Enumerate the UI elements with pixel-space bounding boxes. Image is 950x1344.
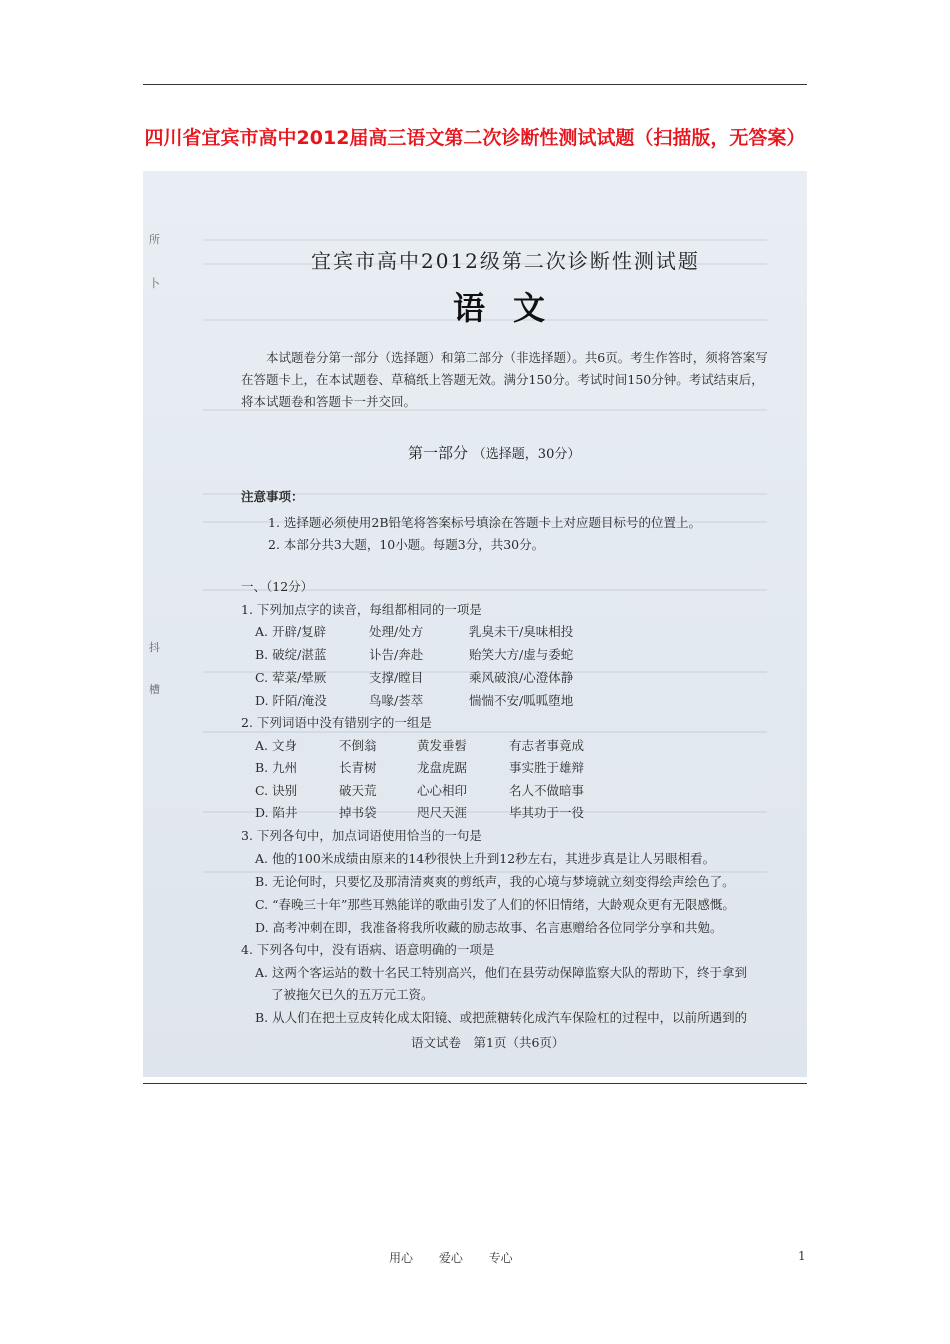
notice-heading: 注意事项：	[241, 489, 304, 504]
q3-option-b: B. 无论何时，只要忆及那清清爽爽的剪纸声，我的心境与梦境就立刻变得绘声绘色了。	[255, 874, 735, 889]
q3-option-c: C. “春晚三十年”那些耳熟能详的歌曲引发了人们的怀旧情绪，大龄观众更有无限感慨。	[255, 897, 735, 912]
q1-option-a-col1: A. 开辟/复辟	[255, 624, 327, 639]
q2-option-a-col3: 黄发垂髫	[417, 738, 468, 753]
q2-option-c-col2: 破天荒	[339, 783, 377, 798]
q3-option-d: D. 高考冲刺在即，我准备将我所收藏的励志故事、名言惠赠给各位同学分享和共勉。	[255, 920, 723, 935]
q2-option-a-col2: 不倒翁	[339, 738, 377, 753]
q2-option-b-col1: B. 九州	[255, 760, 298, 775]
q1-option-a-col2: 处理/处方	[369, 624, 424, 639]
notice-item-1: 1. 选择题必须使用2B铅笔将答案标号填涂在答题卡上对应题目标号的位置上。	[268, 515, 702, 530]
q1-option-d-col3: 惴惴不安/呱呱堕地	[469, 693, 574, 708]
q4-option-a-line2: 了被拖欠已久的五万元工资。	[271, 987, 434, 1002]
document-title: 四川省宜宾市高中2012届高三语文第二次诊断性测试试题（扫描版，无答案）	[144, 127, 806, 149]
q2-option-a-col4: 有志者事竟成	[509, 738, 585, 753]
q2-option-d-col3: 咫尺天涯	[417, 805, 468, 820]
q2-option-c-col3: 心心相印	[417, 783, 468, 798]
q1-option-d-col1: D. 阡陌/淹没	[255, 693, 327, 708]
top-rule	[143, 84, 807, 85]
question-3-stem: 3. 下列各句中，加点词语使用恰当的一句是	[241, 828, 482, 843]
part-one-title: 第一部分	[408, 444, 469, 462]
scanned-page: 所 卜 抖 槽 宜宾市高中2012级第二次诊断性测试题 语文 本试题卷分第一部分（选择题）和第二部分（非选择题）。共6页。考生作答时，须将答案写在答题卡上，在本试题卷、草稿纸上答题无效。满分150分。考试时间150分钟。考试结束后，将本试题卷和答题卡一并交回。 第一部分 （选择题，30分） 注意事项： 1. 选择题必须使用2B铅笔将答案标号填涂在答题卡上对应题目标号的位置上。 2. 本部分共3大题，10小题。每题3分，共30分。 一、（12分） 1. 下列加点字的读音，每组都相同的一项是 A. 开辟/复辟 处理/处方 乳臭未干/臭味相投 B. 破绽/湛蓝 讣告/奔赴 贻笑大方/虚与委蛇 C. 荤菜/晕厥 支撑/瞠目 乘风破浪/心澄体静 D. 阡陌/淹没 鸟喙/荟萃 惴惴不安/呱呱堕地 2. 下列词语中没有错别字的一组是 A. 文身 不倒翁 黄发垂髫 有志者事竟成 B. 九州 长青树 龙盘虎踞 事实胜于雄辩 C. 诀别 破天荒 心心相印 名人不做暗事 D. 陷井 掉书袋 咫尺天涯 毕其功于一役 3. 下列各句中，加点词语使用恰当的一句是 A. 他的100米成绩由原来的14秒很快上升到12秒左右，其进步真是让人另眼相看。 B. 无论何时，只要忆及那清清爽爽的剪纸声，我的心境与梦境就立刻变得绘声绘色了。 C. “春晚三十年”那些耳熟能详的歌曲引发了人们的怀旧情绪，大龄观众更有无限感慨。 D. 高考冲刺在即，我准备将我所收藏的励志故事、名言惠赠给各位同学分享和共勉。 4. 下列各句中，没有语病、语意明确的一项是 A. 这两个客运站的数十名民工特别高兴，他们在县劳动保障监察大队的帮助下，终于拿到 了被拖欠已久的五万元工资。 B. 从人们在把土豆皮转化成太阳镜、或把蔗糖转化成汽车保险杠的过程中，以前所遇到的 语文试卷 第1页（共6页）	[143, 171, 807, 1077]
q3-option-a: A. 他的100米成绩由原来的14秒很快上升到12秒左右，其进步真是让人另眼相看。	[255, 851, 716, 866]
bottom-rule	[143, 1083, 807, 1084]
question-2-stem: 2. 下列词语中没有错别字的一组是	[241, 715, 432, 730]
scan-page-footer: 语文试卷 第1页（共6页）	[411, 1035, 565, 1050]
section-one-heading: 一、（12分）	[241, 579, 314, 594]
q1-option-b-col3: 贻笑大方/虚与委蛇	[469, 647, 574, 662]
footer-motto: 用心 爱心 专心	[389, 1251, 513, 1265]
part-one-heading	[408, 442, 580, 463]
notice-item-2: 2. 本部分共3大题，10小题。每题3分，共30分。	[268, 537, 545, 552]
q1-option-c-col3: 乘风破浪/心澄体静	[469, 670, 574, 685]
q2-option-c-col4: 名人不做暗事	[509, 783, 585, 798]
q2-option-b-col2: 长青树	[339, 760, 377, 775]
footer-page-number: 1	[798, 1249, 806, 1263]
question-4-stem: 4. 下列各句中，没有语病、语意明确的一项是	[241, 942, 495, 957]
exam-title: 宜宾市高中2012级第二次诊断性测试题	[311, 249, 700, 273]
q2-option-d-col2: 掉书袋	[339, 805, 377, 820]
q1-option-b-col2: 讣告/奔赴	[369, 647, 424, 662]
q2-option-b-col4: 事实胜于雄辩	[509, 760, 585, 775]
q4-option-a-line1: A. 这两个客运站的数十名民工特别高兴，他们在县劳动保障监察大队的帮助下，终于拿到	[255, 965, 747, 980]
exam-instructions: 本试题卷分第一部分（选择题）和第二部分（非选择题）。共6页。考生作答时，须将答案写在答题卡上，在本试题卷、草稿纸上答题无效。满分150分。考试时间150分钟。考试结束后，将本试题卷和答题卡一并交回。	[241, 350, 768, 409]
q2-option-a-col1: A. 文身	[255, 738, 297, 753]
q1-option-c-col1: C. 荤菜/晕厥	[255, 670, 327, 685]
q4-option-b: B. 从人们在把土豆皮转化成太阳镜、或把蔗糖转化成汽车保险杠的过程中，以前所遇到的	[255, 1010, 748, 1025]
q2-option-d-col1: D. 陷井	[255, 805, 298, 820]
part-one-subtitle: （选择题，30分）	[472, 447, 581, 462]
subject-title: 语文	[453, 289, 574, 327]
q2-option-b-col3: 龙盘虎踞	[417, 760, 468, 775]
q1-option-d-col2: 鸟喙/荟萃	[369, 693, 424, 708]
q1-option-a-col3: 乳臭未干/臭味相投	[469, 624, 574, 639]
q1-option-b-col1: B. 破绽/湛蓝	[255, 647, 327, 662]
q2-option-c-col1: C. 诀别	[255, 783, 298, 798]
q2-option-d-col4: 毕其功于一役	[509, 805, 585, 820]
q1-option-c-col2: 支撑/瞠目	[369, 670, 424, 685]
question-1-stem: 1. 下列加点字的读音，每组都相同的一项是	[241, 602, 482, 617]
